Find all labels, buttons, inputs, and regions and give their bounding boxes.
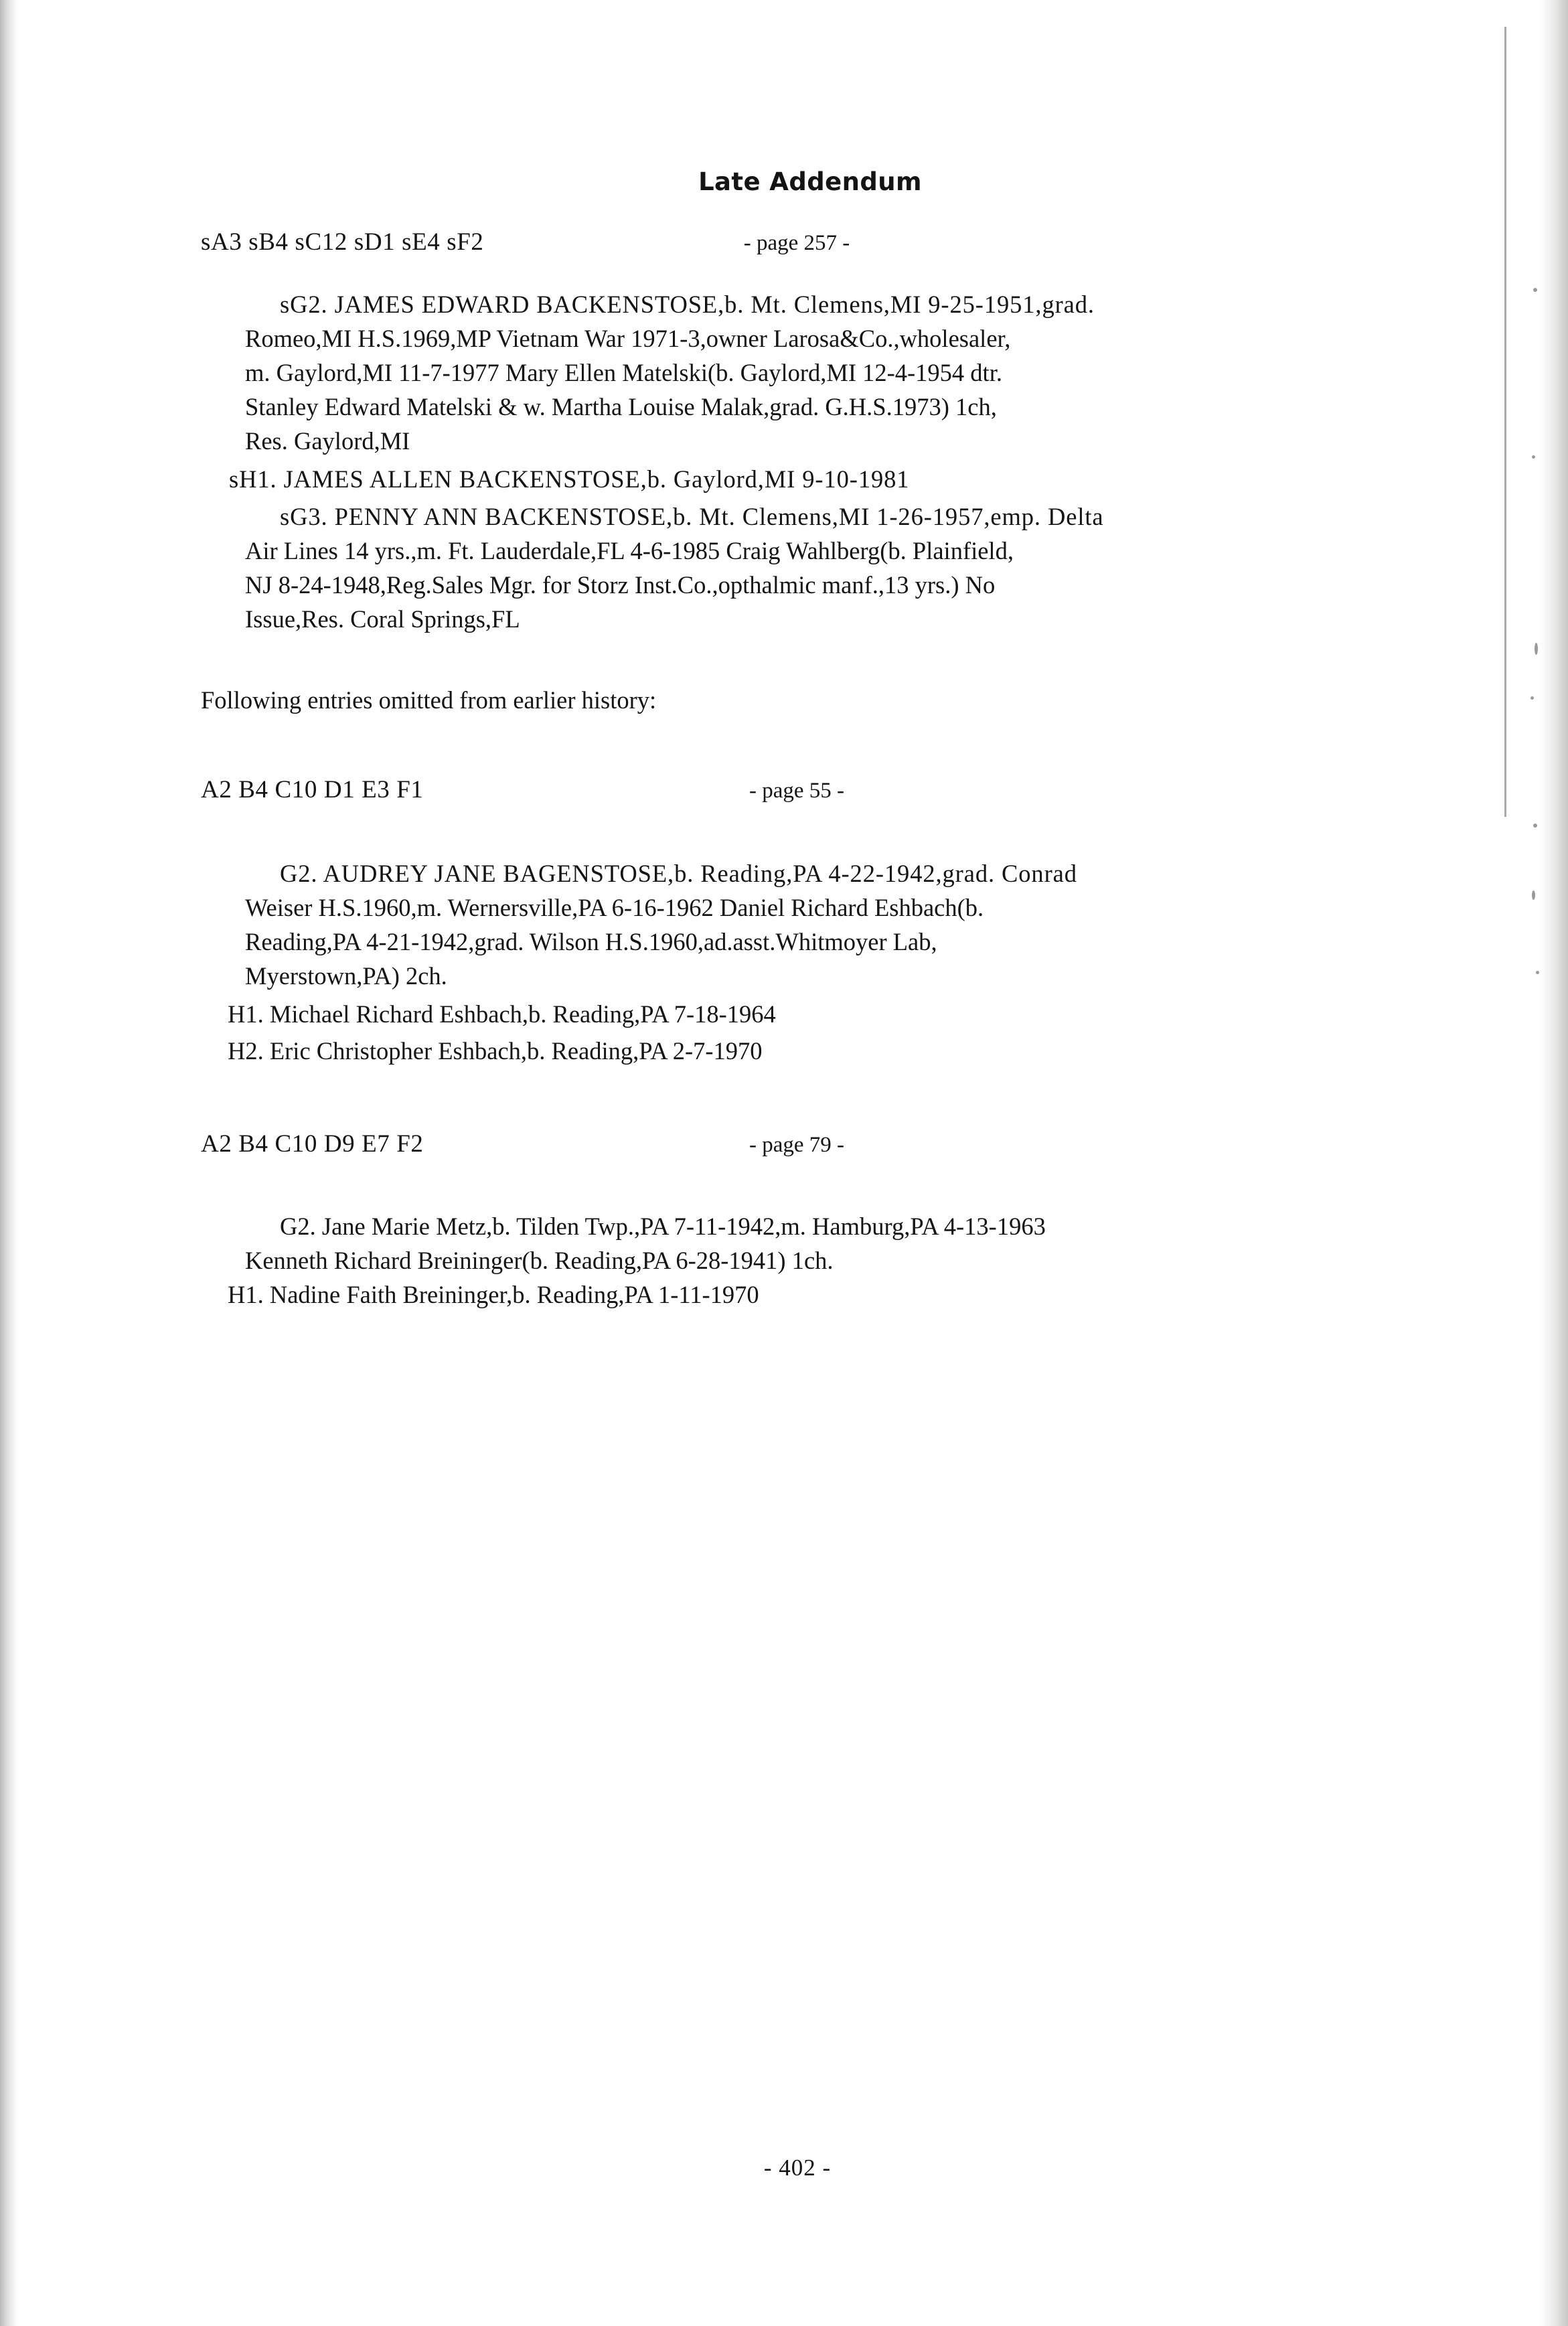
entry-line: m. Gaylord,MI 11-7-1977 Mary Ellen Matelski(b. Gaylord,MI 12-4-1954 dtr. — [245, 359, 1002, 387]
entry-line: sG2. JAMES EDWARD BACKENSTOSE,b. Mt. Clemens,MI 9-25-1951,grad. — [280, 291, 1095, 318]
page-reference: - page 79 - — [749, 1132, 845, 1157]
entry-line: Air Lines 14 yrs.,m. Ft. Lauderdale,FL 4-6-1985 Craig Wahlberg(b. Plainfield, — [245, 536, 1014, 564]
genealogy-entry — [201, 1209, 1352, 1312]
entry-line: Stanley Edward Matelski & w. Martha Louise Malak,grad. G.H.S.1973) 1ch, — [245, 393, 997, 421]
page-edge-shadow-right — [1541, 0, 1568, 2326]
page-number: - 402 - — [763, 2155, 832, 2181]
page-reference: - page 55 - — [749, 778, 845, 803]
genealogy-entry — [201, 1034, 1352, 1068]
lineage-code: A2 B4 C10 D1 E3 F1 — [201, 775, 424, 803]
page-edge-shadow-left — [0, 0, 17, 2326]
entry-line: G2. Jane Marie Metz,b. Tilden Twp.,PA 7-11-1942,m. Hamburg,PA 4-13-1963 — [280, 1212, 1046, 1240]
entry-line: H1. Nadine Faith Breininger,b. Reading,PA 1-11-1970 — [228, 1280, 759, 1308]
entry-line: Res. Gaylord,MI — [245, 427, 410, 455]
entry-line: Kenneth Richard Breininger(b. Reading,PA 6-28-1941) 1ch. — [245, 1246, 834, 1274]
entry-line: NJ 8-24-1948,Reg.Sales Mgr. for Storz Inst.Co.,opthalmic manf.,13 yrs.) No — [245, 570, 996, 599]
page-reference: - page 257 - — [743, 231, 850, 255]
lineage-code: sA3 sB4 sC12 sD1 sE4 sF2 — [201, 228, 484, 256]
page-content — [201, 167, 1352, 1312]
entry-line: Romeo,MI H.S.1969,MP Vietnam War 1971-3,owner Larosa&Co.,wholesaler, — [245, 325, 1011, 353]
omitted-entries-note: Following entries omitted from earlier history: — [201, 686, 657, 714]
section-page-55 — [201, 775, 1352, 1069]
scan-artifact-line — [1504, 27, 1506, 817]
genealogy-entry — [201, 856, 1352, 993]
entry-line: G2. AUDREY JANE BAGENSTOSE,b. Reading,PA 4-22-1942,grad. Conrad — [280, 859, 1077, 887]
lineage-code: A2 B4 C10 D9 E7 F2 — [201, 1130, 424, 1158]
entry-line: H2. Eric Christopher Eshbach,b. Reading,PA 2-7-1970 — [228, 1037, 763, 1065]
section-page-79 — [201, 1130, 1352, 1312]
section-page-257 — [201, 228, 1352, 636]
entry-line: Issue,Res. Coral Springs,FL — [245, 605, 520, 633]
entry-line: Myerstown,PA) 2ch. — [245, 962, 447, 990]
genealogy-entry — [201, 997, 1352, 1031]
genealogy-entry — [201, 499, 1352, 636]
entry-line: Weiser H.S.1960,m. Wernersville,PA 6-16-1962 Daniel Richard Eshbach(b. — [245, 894, 984, 922]
genealogy-entry — [201, 287, 1352, 458]
entry-line: sH1. JAMES ALLEN BACKENSTOSE,b. Gaylord,MI 9-10-1981 — [229, 465, 910, 493]
page-title: Late Addendum — [698, 167, 922, 196]
genealogy-entry — [201, 462, 1352, 496]
entry-line: H1. Michael Richard Eshbach,b. Reading,PA 7-18-1964 — [228, 1000, 776, 1028]
entry-line: sG3. PENNY ANN BACKENSTOSE,b. Mt. Clemens,MI 1-26-1957,emp. Delta — [280, 502, 1104, 530]
entry-line: Reading,PA 4-21-1942,grad. Wilson H.S.1960,ad.asst.Whitmoyer Lab, — [245, 928, 937, 956]
